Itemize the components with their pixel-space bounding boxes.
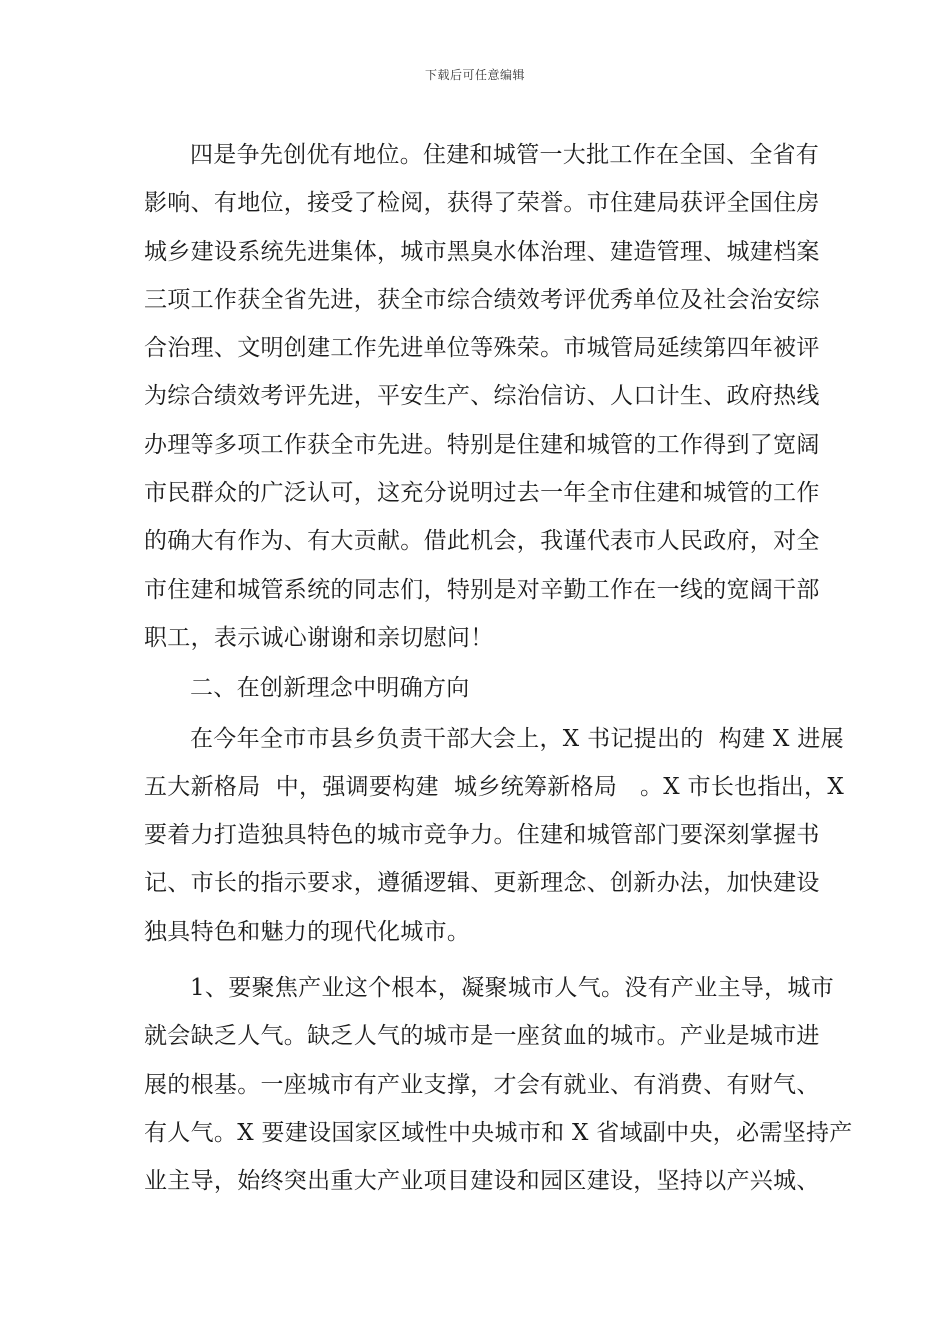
text-line: 城乡建设系统先进集体，城市黑臭水体治理、建造管理、城建档案 [144,238,820,265]
text-line: 五大新格局 中，强调要构建 城乡统筹新格局 。X 市长也指出，X [144,773,845,800]
text-line: 展的根基。一座城市有产业支撑，才会有就业、有消费、有财气、 [144,1071,820,1098]
text-line: 记、市长的指示要求，遵循逻辑、更新理念、创新办法，加快建设 [144,870,820,897]
text-line: 就会缺乏人气。缺乏人气的城市是一座贫血的城市。产业是城市进 [144,1023,820,1050]
heading-line: 二、在创新理念中明确方向 [190,675,470,702]
text-line: 要着力打造独具特色的城市竞争力。住建和城管部门要深刻掌握书 [144,822,820,849]
text-line: 1、要聚焦产业这个根本，凝聚城市人气。没有产业主导，城市 [190,975,835,1002]
page-header-note: 下载后可任意编辑 [424,68,525,82]
text-line: 在今年全市市县乡负责干部大会上，X 书记提出的 构建 X 进展 [190,725,844,752]
text-line: 影响、有地位，接受了检阅，获得了荣誉。市住建局获评全国住房 [144,190,820,217]
text-line: 四是争先创优有地位。住建和城管一大批工作在全国、全省有 [190,142,820,168]
text-line: 市住建和城管系统的同志们，特别是对辛勤工作在一线的宽阔干部 [144,576,820,603]
text-line: 独具特色和魅力的现代化城市。 [144,918,471,945]
paragraph-1 [144,131,820,662]
text-line: 三项工作获全省先进，获全市综合绩效考评优秀单位及社会治安综 [144,286,820,313]
paragraph-3 [144,964,853,1205]
paragraph-2 [144,715,845,956]
text-line: 办理等多项工作获全市先进。特别是住建和城管的工作得到了宽阔 [144,431,820,458]
text-line: 业主导，始终突出重大产业项目建设和园区建设，坚持以产兴城、 [144,1168,820,1195]
text-line: 市民群众的广泛认可，这充分说明过去一年全市住建和城管的工作 [144,480,820,507]
document-body [144,131,853,1206]
text-line: 为综合绩效考评先进，平安生产、综治信访、人口计生、政府热线 [144,383,820,410]
section-heading [144,664,810,712]
text-line: 的确大有作为、有大贡献。借此机会，我谨代表市人民政府，对全 [144,528,820,555]
text-line: 职工，表示诚心谢谢和亲切慰问！ [144,624,494,651]
text-line: 有人气。X 要建设国家区域性中央城市和 X 省域副中央，必需坚持产 [144,1119,853,1146]
text-line: 合治理、文明创建工作先进单位等殊荣。市城管局延续第四年被评 [144,335,820,362]
